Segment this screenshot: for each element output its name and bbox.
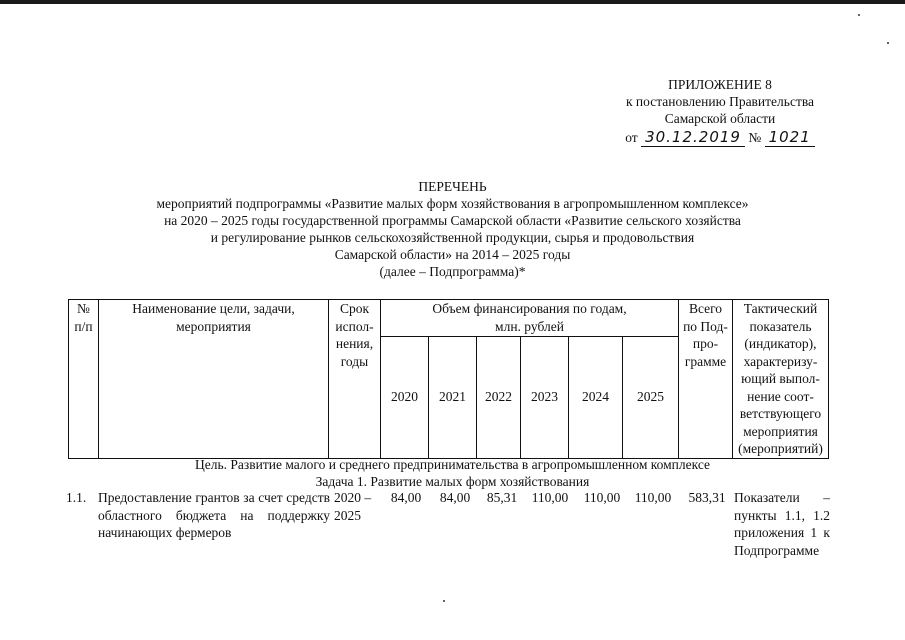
- heading-line-5: (далее – Подпрограмма)*: [379, 264, 526, 279]
- col-header-term: Срок испол-нения, годы: [329, 300, 381, 459]
- year-2020: 2020: [381, 336, 429, 458]
- document-title: ПЕРЕЧЕНЬ: [418, 179, 487, 194]
- year-2021: 2021: [429, 336, 477, 458]
- row-number: 1.1.: [66, 490, 87, 505]
- appendix-date-line: [540, 129, 900, 146]
- col-header-financing: Объем финансирования по годам, млн. рублей: [381, 300, 679, 337]
- appendix-block: [540, 76, 900, 146]
- year-2024: 2024: [569, 336, 623, 458]
- row-value-2025: 110,00: [634, 490, 672, 505]
- heading-line-4: Самарской области» на 2014 – 2025 годы: [334, 247, 571, 262]
- from-label: от: [625, 130, 638, 145]
- scan-speck: [858, 14, 860, 16]
- col-header-num: № п/п: [69, 300, 99, 459]
- row-indicator: Показатели – пункты 1.1, 1.2 приложения 1 к Подпрограмме: [734, 490, 830, 558]
- row-total: 583,31: [688, 490, 726, 505]
- col-header-indicator: Тактический показатель (индикатор), характеризу-ющий выпол-нение соот-ветствующего мероприятия (мероприятий): [733, 300, 829, 459]
- heading-line-3: и регулирование рынков сельскохозяйственной продукции, сырья и продовольствия: [210, 230, 695, 245]
- scan-top-edge: [0, 0, 905, 4]
- row-term: 2020 – 2025: [334, 490, 372, 523]
- decree-number: 1021: [765, 128, 815, 147]
- row-value-2021: 84,00: [439, 490, 471, 505]
- header-table: [68, 299, 829, 459]
- row-value-2023: 110,00: [531, 490, 569, 505]
- row-value-2024: 110,00: [583, 490, 621, 505]
- scan-speck: [443, 600, 445, 602]
- year-2023: 2023: [521, 336, 569, 458]
- scan-speck: [887, 42, 889, 44]
- number-label: №: [748, 130, 762, 145]
- col-header-name: Наименование цели, задачи, мероприятия: [99, 300, 329, 459]
- appendix-region: Самарской области: [664, 111, 776, 126]
- heading-line-1: мероприятий подпрограммы «Развитие малых форм хозяйствования в агропромышленном комплексе»: [156, 196, 749, 211]
- goal-heading: Цель. Развитие малого и среднего предпринимательства в агропромышленном комплексе: [195, 457, 710, 472]
- year-2025: 2025: [623, 336, 679, 458]
- row-name: Предоставление грантов за счет средств областного бюджета на поддержку начинающих фермеров: [98, 490, 330, 540]
- appendix-title: ПРИЛОЖЕНИЕ 8: [668, 77, 772, 92]
- row-value-2020: 84,00: [390, 490, 422, 505]
- year-2022: 2022: [477, 336, 521, 458]
- col-header-total: Всего по Под-про-грамме: [679, 300, 733, 459]
- decree-date: 30.12.2019: [641, 128, 745, 147]
- task-heading: Задача 1. Развитие малых форм хозяйствования: [315, 474, 590, 489]
- row-value-2022: 85,31: [486, 490, 518, 505]
- appendix-decree: к постановлению Правительства: [625, 94, 815, 109]
- heading-line-2: на 2020 – 2025 годы государственной программы Самарской области «Развитие сельского хозяйства: [164, 213, 741, 228]
